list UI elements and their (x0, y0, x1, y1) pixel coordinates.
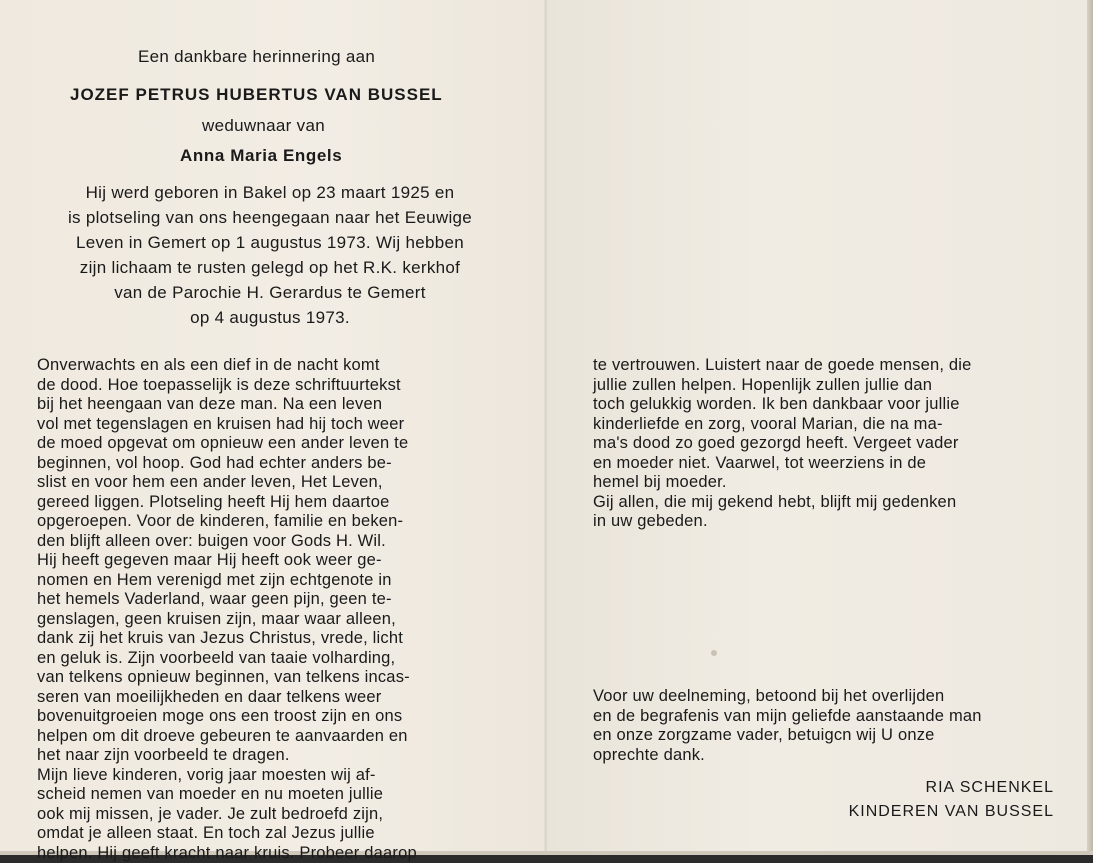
body-line: nomen en Hem verenigd met zijn echtgenote in (37, 571, 417, 591)
body-line: vol met tegenslagen en kruisen had hij toch weer (37, 415, 417, 435)
body-line: Onverwachts en als een dief in de nacht komt (37, 356, 417, 376)
body-line: slist en voor hem een ander leven, Het Leven, (37, 473, 417, 493)
intro-line: van de Parochie H. Gerardus te Gemert (35, 280, 505, 305)
body-line: dank zij het kruis van Jezus Christus, vrede, licht (37, 629, 417, 649)
body-line: hemel bij moeder. (593, 473, 972, 493)
intro-text (35, 180, 505, 330)
body-line: den blijft alleen over: buigen voor Gods H. Wil. (37, 532, 417, 552)
left-body-text (37, 356, 417, 863)
heading: Een dankbare herinnering aan (138, 47, 375, 67)
signature-ria-schenkel: RIA SCHENKEL (760, 776, 1054, 800)
body-line: Gij allen, die mij gekend hebt, blijft mij gedenken (593, 493, 972, 513)
card-edge (1087, 0, 1093, 855)
body-line: helpen. Hij geeft kracht naar kruis. Probeer daarop (37, 844, 417, 863)
body-line: kinderliefde en zorg, vooral Marian, die na ma- (593, 415, 972, 435)
card-fold (544, 0, 548, 855)
body-line: in uw gebeden. (593, 512, 972, 532)
relation-text: weduwnaar van (202, 116, 325, 136)
body-line: gereed liggen. Plotseling heeft Hij hem daartoe (37, 493, 417, 513)
intro-line: op 4 augustus 1973. (35, 305, 505, 330)
body-line: Mijn lieve kinderen, vorig jaar moesten wij af- (37, 766, 417, 786)
intro-line: Hij werd geboren in Bakel op 23 maart 1925 en (35, 180, 505, 205)
body-line: opgeroepen. Voor de kinderen, familie en beken- (37, 512, 417, 532)
body-line: toch gelukkig worden. Ik ben dankbaar voor jullie (593, 395, 972, 415)
deceased-name: JOZEF PETRUS HUBERTUS VAN BUSSEL (70, 85, 443, 105)
body-line: en geluk is. Zijn voorbeeld van taaie volharding, (37, 649, 417, 669)
intro-line: zijn lichaam te rusten gelegd op het R.K. kerkhof (35, 255, 505, 280)
body-line: het naar zijn voorbeeld te dragen. (37, 746, 417, 766)
body-line: beginnen, vol hoop. God had echter anders be- (37, 454, 417, 474)
paper-speck (711, 650, 717, 656)
body-line: en moeder niet. Vaarwel, tot weerziens in de (593, 454, 972, 474)
spouse-name: Anna Maria Engels (180, 146, 342, 166)
right-body-text (593, 356, 972, 532)
body-line: ook mij missen, je vader. Je zult bedroefd zijn, (37, 805, 417, 825)
body-line: scheid nemen van moeder en nu moeten jullie (37, 785, 417, 805)
body-line: de moed opgevat om opnieuw een ander leven te (37, 434, 417, 454)
body-line: het hemels Vaderland, waar geen pijn, geen te- (37, 590, 417, 610)
body-line: bij het heengaan van deze man. Na een leven (37, 395, 417, 415)
thanks-text (593, 687, 982, 765)
body-line: genslagen, geen kruisen zijn, maar waar alleen, (37, 610, 417, 630)
thanks-line: oprechte dank. (593, 746, 982, 766)
thanks-line: Voor uw deelneming, betoond bij het overlijden (593, 687, 982, 707)
body-line: seren van moeilijkheden en daar telkens weer (37, 688, 417, 708)
thanks-line: en de begrafenis van mijn geliefde aanstaande man (593, 707, 982, 727)
intro-line: Leven in Gemert op 1 augustus 1973. Wij hebben (35, 230, 505, 255)
body-line: Hij heeft gegeven maar Hij heeft ook weer ge- (37, 551, 417, 571)
body-line: bovenuitgroeien moge ons een troost zijn en ons (37, 707, 417, 727)
thanks-line: en onze zorgzame vader, betuigcn wij U onze (593, 726, 982, 746)
signature-kinderen: KINDEREN VAN BUSSEL (760, 800, 1054, 824)
body-line: te vertrouwen. Luistert naar de goede mensen, die (593, 356, 972, 376)
body-line: helpen om dit droeve gebeuren te aanvaarden en (37, 727, 417, 747)
signatures (760, 776, 1054, 824)
body-line: ma's dood zo goed gezorgd heeft. Vergeet vader (593, 434, 972, 454)
intro-line: is plotseling van ons heengegaan naar het Eeuwige (35, 205, 505, 230)
body-line: van telkens opnieuw beginnen, van telkens incas- (37, 668, 417, 688)
body-line: de dood. Hoe toepasselijk is deze schriftuurtekst (37, 376, 417, 396)
body-line: jullie zullen helpen. Hopenlijk zullen jullie dan (593, 376, 972, 396)
body-line: omdat je alleen staat. En toch zal Jezus jullie (37, 824, 417, 844)
